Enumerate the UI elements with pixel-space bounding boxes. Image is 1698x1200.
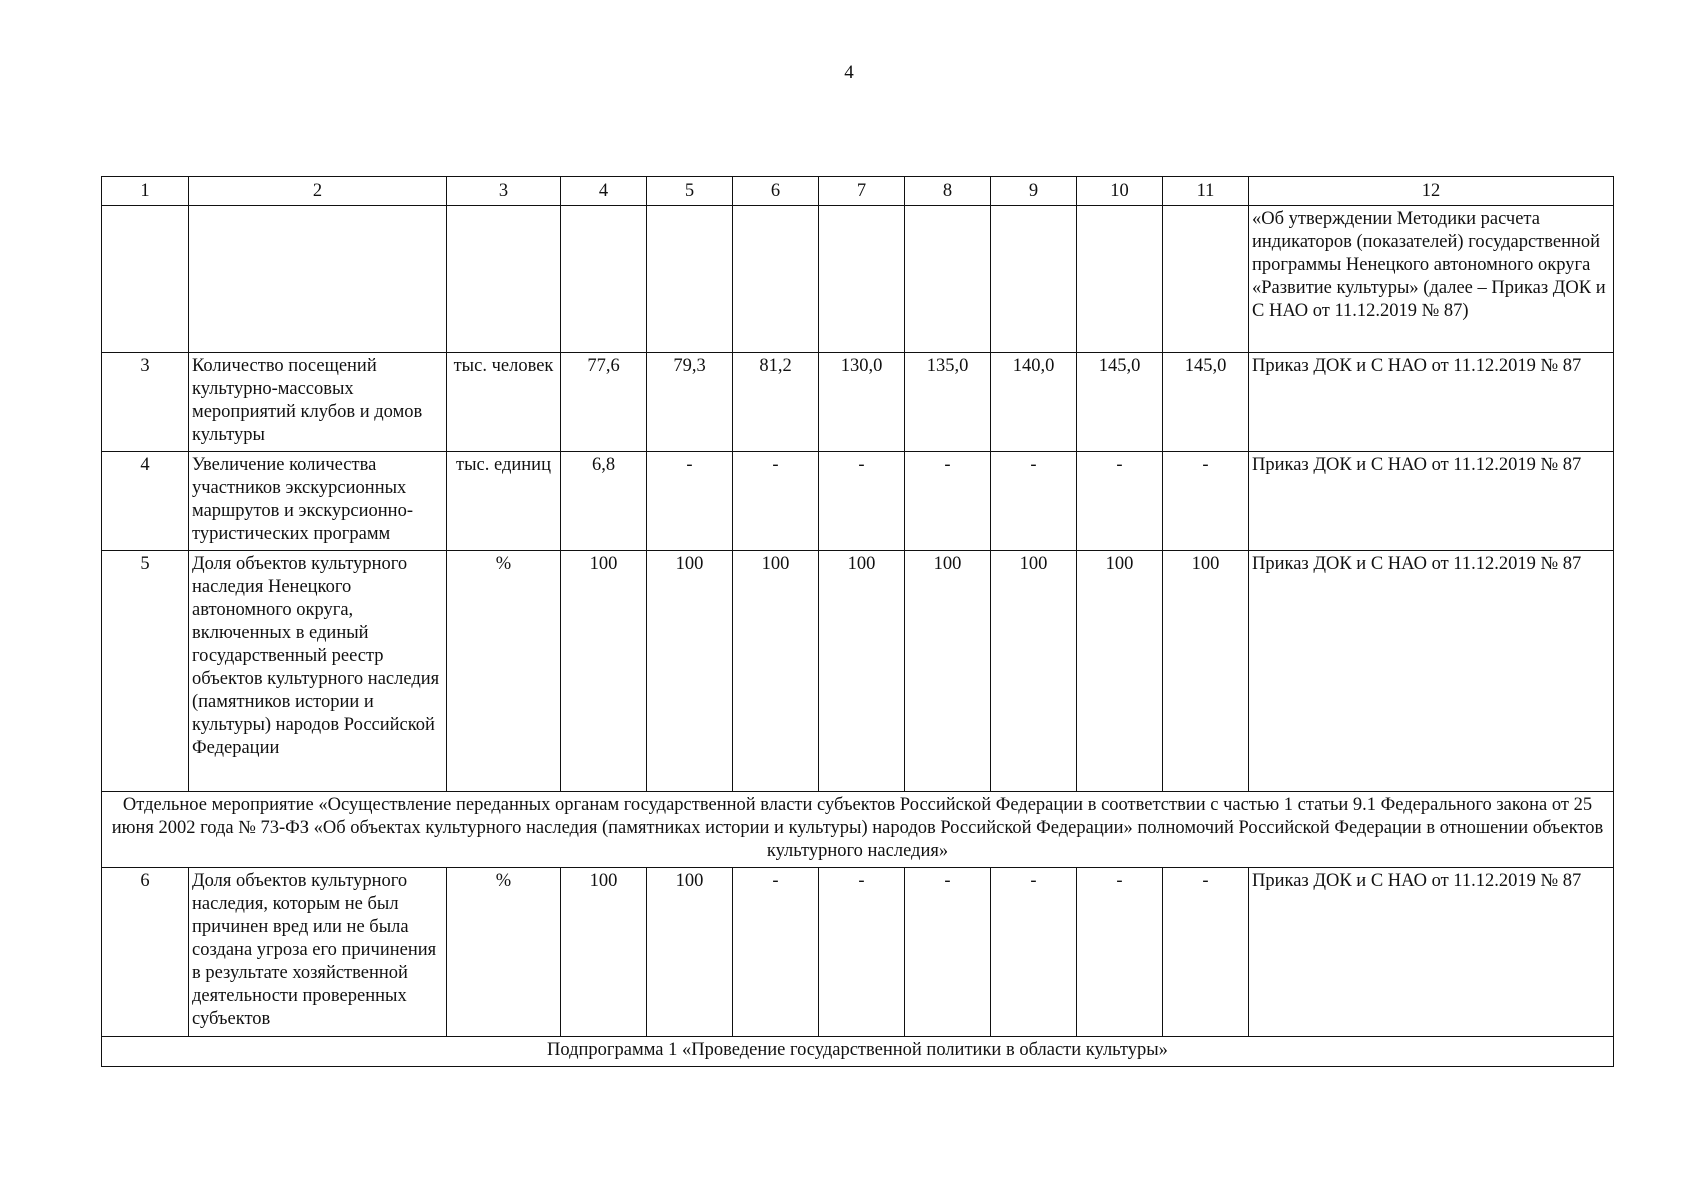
value-cell: 100 bbox=[561, 868, 647, 1037]
header-cell: 4 bbox=[561, 177, 647, 206]
value-cell: 6,8 bbox=[561, 452, 647, 551]
table-row bbox=[102, 868, 1614, 1037]
value-cell: 145,0 bbox=[1077, 353, 1163, 452]
row-number: 5 bbox=[102, 551, 189, 792]
empty-cell bbox=[447, 206, 561, 353]
source-cell: «Об утверждении Методики расчета индикаторов (показателей) государственной программы Ненецкого автономного округа «Развитие культуры» (далее – Приказ ДОК и С НАО от 11.12.2019 № 87) bbox=[1249, 206, 1614, 353]
value-cell: 140,0 bbox=[991, 353, 1077, 452]
empty-cell bbox=[647, 206, 733, 353]
indicator-name: Доля объектов культурного наследия, которым не был причинен вред или не была создана угроза его причинения в результате хозяйственной деятельности проверенных субъектов bbox=[189, 868, 447, 1037]
table-header-row bbox=[102, 177, 1614, 206]
value-cell: - bbox=[1163, 452, 1249, 551]
section-heading-event: Отдельное мероприятие «Осуществление переданных органам государственной власти субъектов Российской Федерации в соответствии с частью 1 статьи 9.1 Федерального закона от 25 июня 2002 года № 73-ФЗ «Об объектах культурного наследия (памятниках истории и культуры) народов Российской Федерации» полномочий Российской Федерации в отношении объектов культурного наследия» bbox=[102, 792, 1614, 868]
table-row bbox=[102, 551, 1614, 792]
section-row bbox=[102, 792, 1614, 868]
value-cell: 145,0 bbox=[1163, 353, 1249, 452]
value-cell: 100 bbox=[1163, 551, 1249, 792]
value-cell: 77,6 bbox=[561, 353, 647, 452]
header-cell: 10 bbox=[1077, 177, 1163, 206]
source-cell: Приказ ДОК и С НАО от 11.12.2019 № 87 bbox=[1249, 868, 1614, 1037]
value-cell: 100 bbox=[819, 551, 905, 792]
empty-cell bbox=[561, 206, 647, 353]
value-cell: - bbox=[1077, 452, 1163, 551]
value-cell: 81,2 bbox=[733, 353, 819, 452]
value-cell: - bbox=[991, 452, 1077, 551]
unit-cell: % bbox=[447, 551, 561, 792]
value-cell: 100 bbox=[1077, 551, 1163, 792]
value-cell: 100 bbox=[561, 551, 647, 792]
value-cell: - bbox=[819, 868, 905, 1037]
source-cell: Приказ ДОК и С НАО от 11.12.2019 № 87 bbox=[1249, 452, 1614, 551]
empty-cell bbox=[819, 206, 905, 353]
unit-cell: тыс. человек bbox=[447, 353, 561, 452]
header-cell: 7 bbox=[819, 177, 905, 206]
header-cell: 2 bbox=[189, 177, 447, 206]
source-cell: Приказ ДОК и С НАО от 11.12.2019 № 87 bbox=[1249, 353, 1614, 452]
value-cell: 135,0 bbox=[905, 353, 991, 452]
value-cell: 100 bbox=[733, 551, 819, 792]
empty-cell bbox=[1077, 206, 1163, 353]
value-cell: - bbox=[905, 452, 991, 551]
value-cell: - bbox=[733, 868, 819, 1037]
row-number: 4 bbox=[102, 452, 189, 551]
header-cell: 9 bbox=[991, 177, 1077, 206]
header-cell: 11 bbox=[1163, 177, 1249, 206]
header-cell: 3 bbox=[447, 177, 561, 206]
empty-cell bbox=[102, 206, 189, 353]
header-cell: 5 bbox=[647, 177, 733, 206]
empty-cell bbox=[991, 206, 1077, 353]
table-row-continuation bbox=[102, 206, 1614, 353]
table-row bbox=[102, 452, 1614, 551]
header-cell: 6 bbox=[733, 177, 819, 206]
value-cell: - bbox=[991, 868, 1077, 1037]
header-cell: 12 bbox=[1249, 177, 1614, 206]
unit-cell: % bbox=[447, 868, 561, 1037]
value-cell: - bbox=[647, 452, 733, 551]
value-cell: 100 bbox=[991, 551, 1077, 792]
empty-cell bbox=[733, 206, 819, 353]
row-number: 6 bbox=[102, 868, 189, 1037]
section-heading-subprogram: Подпрограмма 1 «Проведение государственной политики в области культуры» bbox=[102, 1037, 1614, 1067]
page-number: 4 bbox=[844, 62, 854, 83]
empty-cell bbox=[1163, 206, 1249, 353]
indicator-name: Доля объектов культурного наследия Ненецкого автономного округа, включенных в единый государственный реестр объектов культурного наследия (памятников истории и культуры) народов Российской Федерации bbox=[189, 551, 447, 792]
section-row bbox=[102, 1037, 1614, 1067]
value-cell: 100 bbox=[647, 551, 733, 792]
value-cell: 130,0 bbox=[819, 353, 905, 452]
empty-cell bbox=[189, 206, 447, 353]
header-cell: 1 bbox=[102, 177, 189, 206]
value-cell: - bbox=[1077, 868, 1163, 1037]
value-cell: - bbox=[905, 868, 991, 1037]
value-cell: - bbox=[819, 452, 905, 551]
indicators-table bbox=[101, 176, 1614, 1067]
value-cell: - bbox=[733, 452, 819, 551]
table-row bbox=[102, 353, 1614, 452]
row-number: 3 bbox=[102, 353, 189, 452]
header-cell: 8 bbox=[905, 177, 991, 206]
empty-cell bbox=[905, 206, 991, 353]
indicator-name: Увеличение количества участников экскурсионных маршрутов и экскурсионно-туристических программ bbox=[189, 452, 447, 551]
unit-cell: тыс. единиц bbox=[447, 452, 561, 551]
indicator-name: Количество посещений культурно-массовых мероприятий клубов и домов культуры bbox=[189, 353, 447, 452]
value-cell: 100 bbox=[647, 868, 733, 1037]
value-cell: 100 bbox=[905, 551, 991, 792]
value-cell: - bbox=[1163, 868, 1249, 1037]
source-cell: Приказ ДОК и С НАО от 11.12.2019 № 87 bbox=[1249, 551, 1614, 792]
value-cell: 79,3 bbox=[647, 353, 733, 452]
